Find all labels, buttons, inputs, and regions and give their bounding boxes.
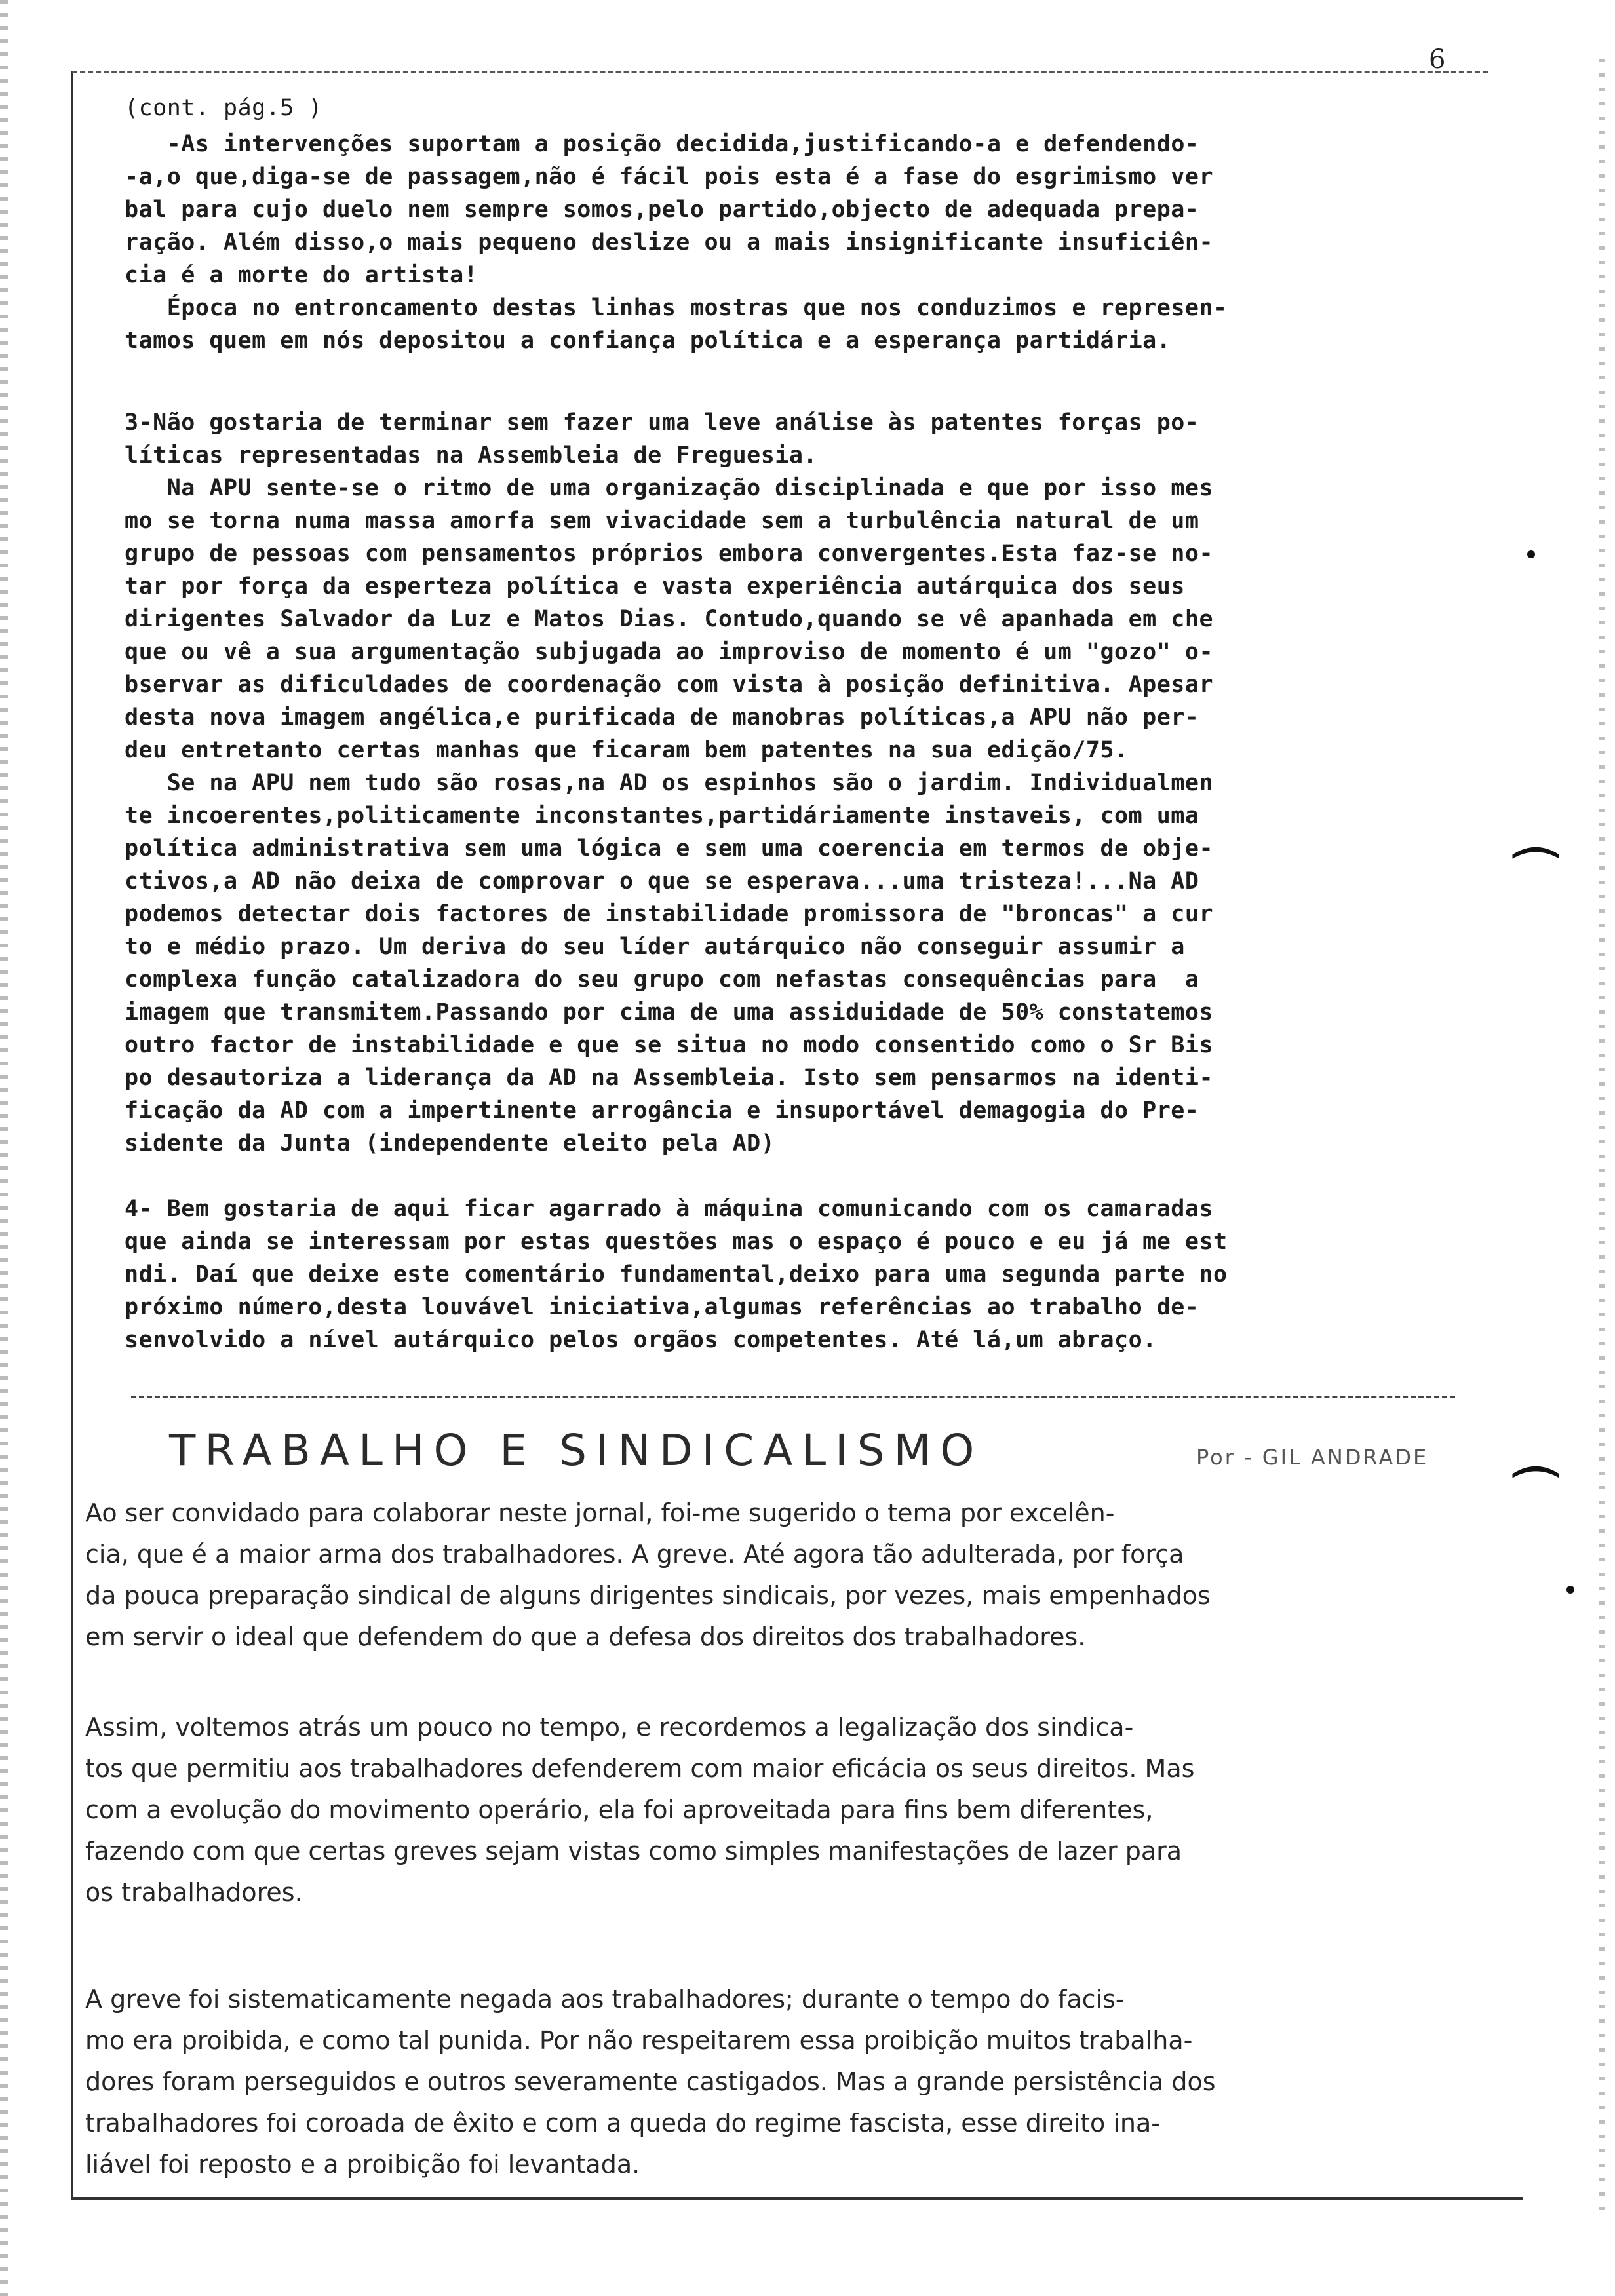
text-line: mo era proibida, e como tal punida. Por não respeitarem essa proibição muitos trabalha-: [85, 2026, 1193, 2055]
text-line: cia, que é a maior arma dos trabalhadores. A greve. Até agora tão adulterada, por força: [85, 1540, 1184, 1569]
text-line: 3-Não gostaria de terminar sem fazer uma leve análise às patentes forças po-: [125, 410, 1199, 436]
margin-dot-mark: [1566, 1586, 1574, 1594]
typed-block-2: [125, 406, 1475, 1160]
text-line: desta nova imagem angélica,e purificada de manobras políticas,a APU não per-: [125, 704, 1199, 731]
text-line: outro factor de instabilidade e que se situa no modo consentido como o Sr Bis: [125, 1032, 1214, 1058]
text-line: ficação da AD com a impertinente arrogância e insuportável demagogia do Pre-: [125, 1098, 1199, 1124]
text-line: ctivos,a AD não deixa de comprovar o que se esperava...uma tristeza!...Na AD: [125, 868, 1199, 894]
article-paragraph-3: [85, 1979, 1501, 2185]
text-line: complexa função catalizadora do seu grupo com nefastas consequências para a: [125, 966, 1199, 993]
text-line: fazendo com que certas greves sejam vistas como simples manifestações de lazer para: [85, 1837, 1182, 1866]
text-line: -As intervenções suportam a posição decidida,justificando-a e defendendo-: [125, 131, 1199, 157]
text-line: Ao ser convidado para colaborar neste jornal, foi-me sugerido o tema por excelên-: [85, 1499, 1115, 1527]
text-line: podemos detectar dois factores de instabilidade promissora de "broncas" a cur: [125, 901, 1214, 927]
text-line: dirigentes Salvador da Luz e Matos Dias. Contudo,quando se vê apanhada em che: [125, 606, 1214, 632]
text-line: grupo de pessoas com pensamentos próprios embora convergentes.Esta faz-se no-: [125, 541, 1214, 567]
text-line: imagem que transmitem.Passando por cima de uma assiduidade de 50% constatemos: [125, 999, 1214, 1025]
text-line: Assim, voltemos atrás um pouco no tempo, e recordemos a legalização dos sindica-: [85, 1713, 1134, 1742]
text-line: líticas representadas na Assembleia de Freguesia.: [125, 442, 818, 469]
article-headline: TRABALHO E SINDICALISMO: [169, 1425, 984, 1476]
article-paragraph-1: [85, 1493, 1501, 1658]
text-line: liável foi reposto e a proibição foi levantada.: [85, 2150, 640, 2179]
article-byline: Por - GIL ANDRADE: [1196, 1445, 1429, 1470]
text-line: em servir o ideal que defendem do que a defesa dos direitos dos trabalhadores.: [85, 1622, 1086, 1651]
text-line: da pouca preparação sindical de alguns dirigentes sindicais, por vezes, mais empenhados: [85, 1581, 1211, 1610]
page-number: 6: [1429, 45, 1446, 75]
section-divider: [131, 1396, 1455, 1398]
continuation-note: (cont. pág.5 ): [125, 95, 323, 121]
text-line: cia é a morte do artista!: [125, 262, 478, 288]
text-line: Na APU sente-se o ritmo de uma organização disciplinada e que por isso mes: [125, 475, 1214, 501]
top-rule: [72, 71, 1488, 73]
margin-dot-mark: [1527, 550, 1535, 558]
text-line: mo se torna numa massa amorfa sem vivacidade sem a turbulência natural de um: [125, 508, 1199, 534]
text-line: deu entretanto certas manhas que ficaram bem patentes na sua edição/75.: [125, 737, 1129, 763]
text-line: A greve foi sistematicamente negada aos trabalhadores; durante o tempo do facis-: [85, 1985, 1125, 2014]
text-line: tos que permitiu aos trabalhadores defenderem com maior eficácia os seus direitos. Mas: [85, 1754, 1195, 1783]
text-line: 4- Bem gostaria de aqui ficar agarrado à máquina comunicando com os camaradas: [125, 1196, 1214, 1222]
text-line: Época no entroncamento destas linhas mostras que nos conduzimos e represen-: [125, 295, 1228, 321]
margin-bracket-mark: (: [1507, 842, 1568, 864]
text-line: te incoerentes,politicamente inconstantes,partidáriamente instaveis, com uma: [125, 803, 1199, 829]
text-line: trabalhadores foi coroada de êxito e com a queda do regime fascista, esse direito ina-: [85, 2109, 1160, 2137]
text-line: dores foram perseguidos e outros severamente castigados. Mas a grande persistência dos: [85, 2067, 1216, 2096]
text-line: que ainda se interessam por estas questões mas o espaço é pouco e eu já me est: [125, 1229, 1228, 1255]
text-line: tamos quem em nós depositou a confiança política e a esperança partidária.: [125, 328, 1171, 354]
text-line: senvolvido a nível autárquico pelos orgãos competentes. Até lá,um abraço.: [125, 1327, 1157, 1353]
text-line: ndi. Daí que deixe este comentário fundamental,deixo para uma segunda parte no: [125, 1261, 1228, 1288]
text-line: próximo número,desta louvável iniciativa,algumas referências ao trabalho de-: [125, 1294, 1199, 1320]
typed-block-3: [125, 1193, 1475, 1356]
text-line: to e médio prazo. Um deriva do seu líder autárquico não conseguir assumir a: [125, 934, 1185, 960]
right-scan-edge: [1599, 59, 1605, 2221]
text-line: tar por força da esperteza política e vasta experiência autárquica dos seus: [125, 573, 1185, 600]
text-line: bal para cujo duelo nem sempre somos,pelo partido,objecto de adequada prepa-: [125, 197, 1199, 223]
left-scan-edge: [0, 0, 8, 2296]
text-line: bservar as dificuldades de coordenação com vista à posição definitiva. Apesar: [125, 672, 1214, 698]
text-line: que ou vê a sua argumentação subjugada ao improviso de momento é um "gozo" o-: [125, 639, 1214, 665]
text-line: sidente da Junta (independente eleito pela AD): [125, 1130, 775, 1157]
article-paragraph-2: [85, 1707, 1501, 1913]
text-line: ração. Além disso,o mais pequeno deslize ou a mais insignificante insuficiên-: [125, 229, 1214, 256]
margin-bracket-mark: (: [1507, 1461, 1568, 1483]
text-line: os trabalhadores.: [85, 1878, 303, 1907]
text-line: política administrativa sem uma lógica e sem uma coerencia em termos de obje-: [125, 835, 1214, 862]
typed-block-1: [125, 128, 1475, 357]
text-line: po desautoriza a liderança da AD na Assembleia. Isto sem pensarmos na identi-: [125, 1065, 1214, 1091]
text-line: com a evolução do movimento operário, ela foi aproveitada para fins bem diferentes,: [85, 1795, 1154, 1824]
text-line: -a,o que,diga-se de passagem,não é fácil pois esta é a fase do esgrimismo ver: [125, 164, 1214, 190]
text-line: Se na APU nem tudo são rosas,na AD os espinhos são o jardim. Individualmen: [125, 770, 1214, 796]
